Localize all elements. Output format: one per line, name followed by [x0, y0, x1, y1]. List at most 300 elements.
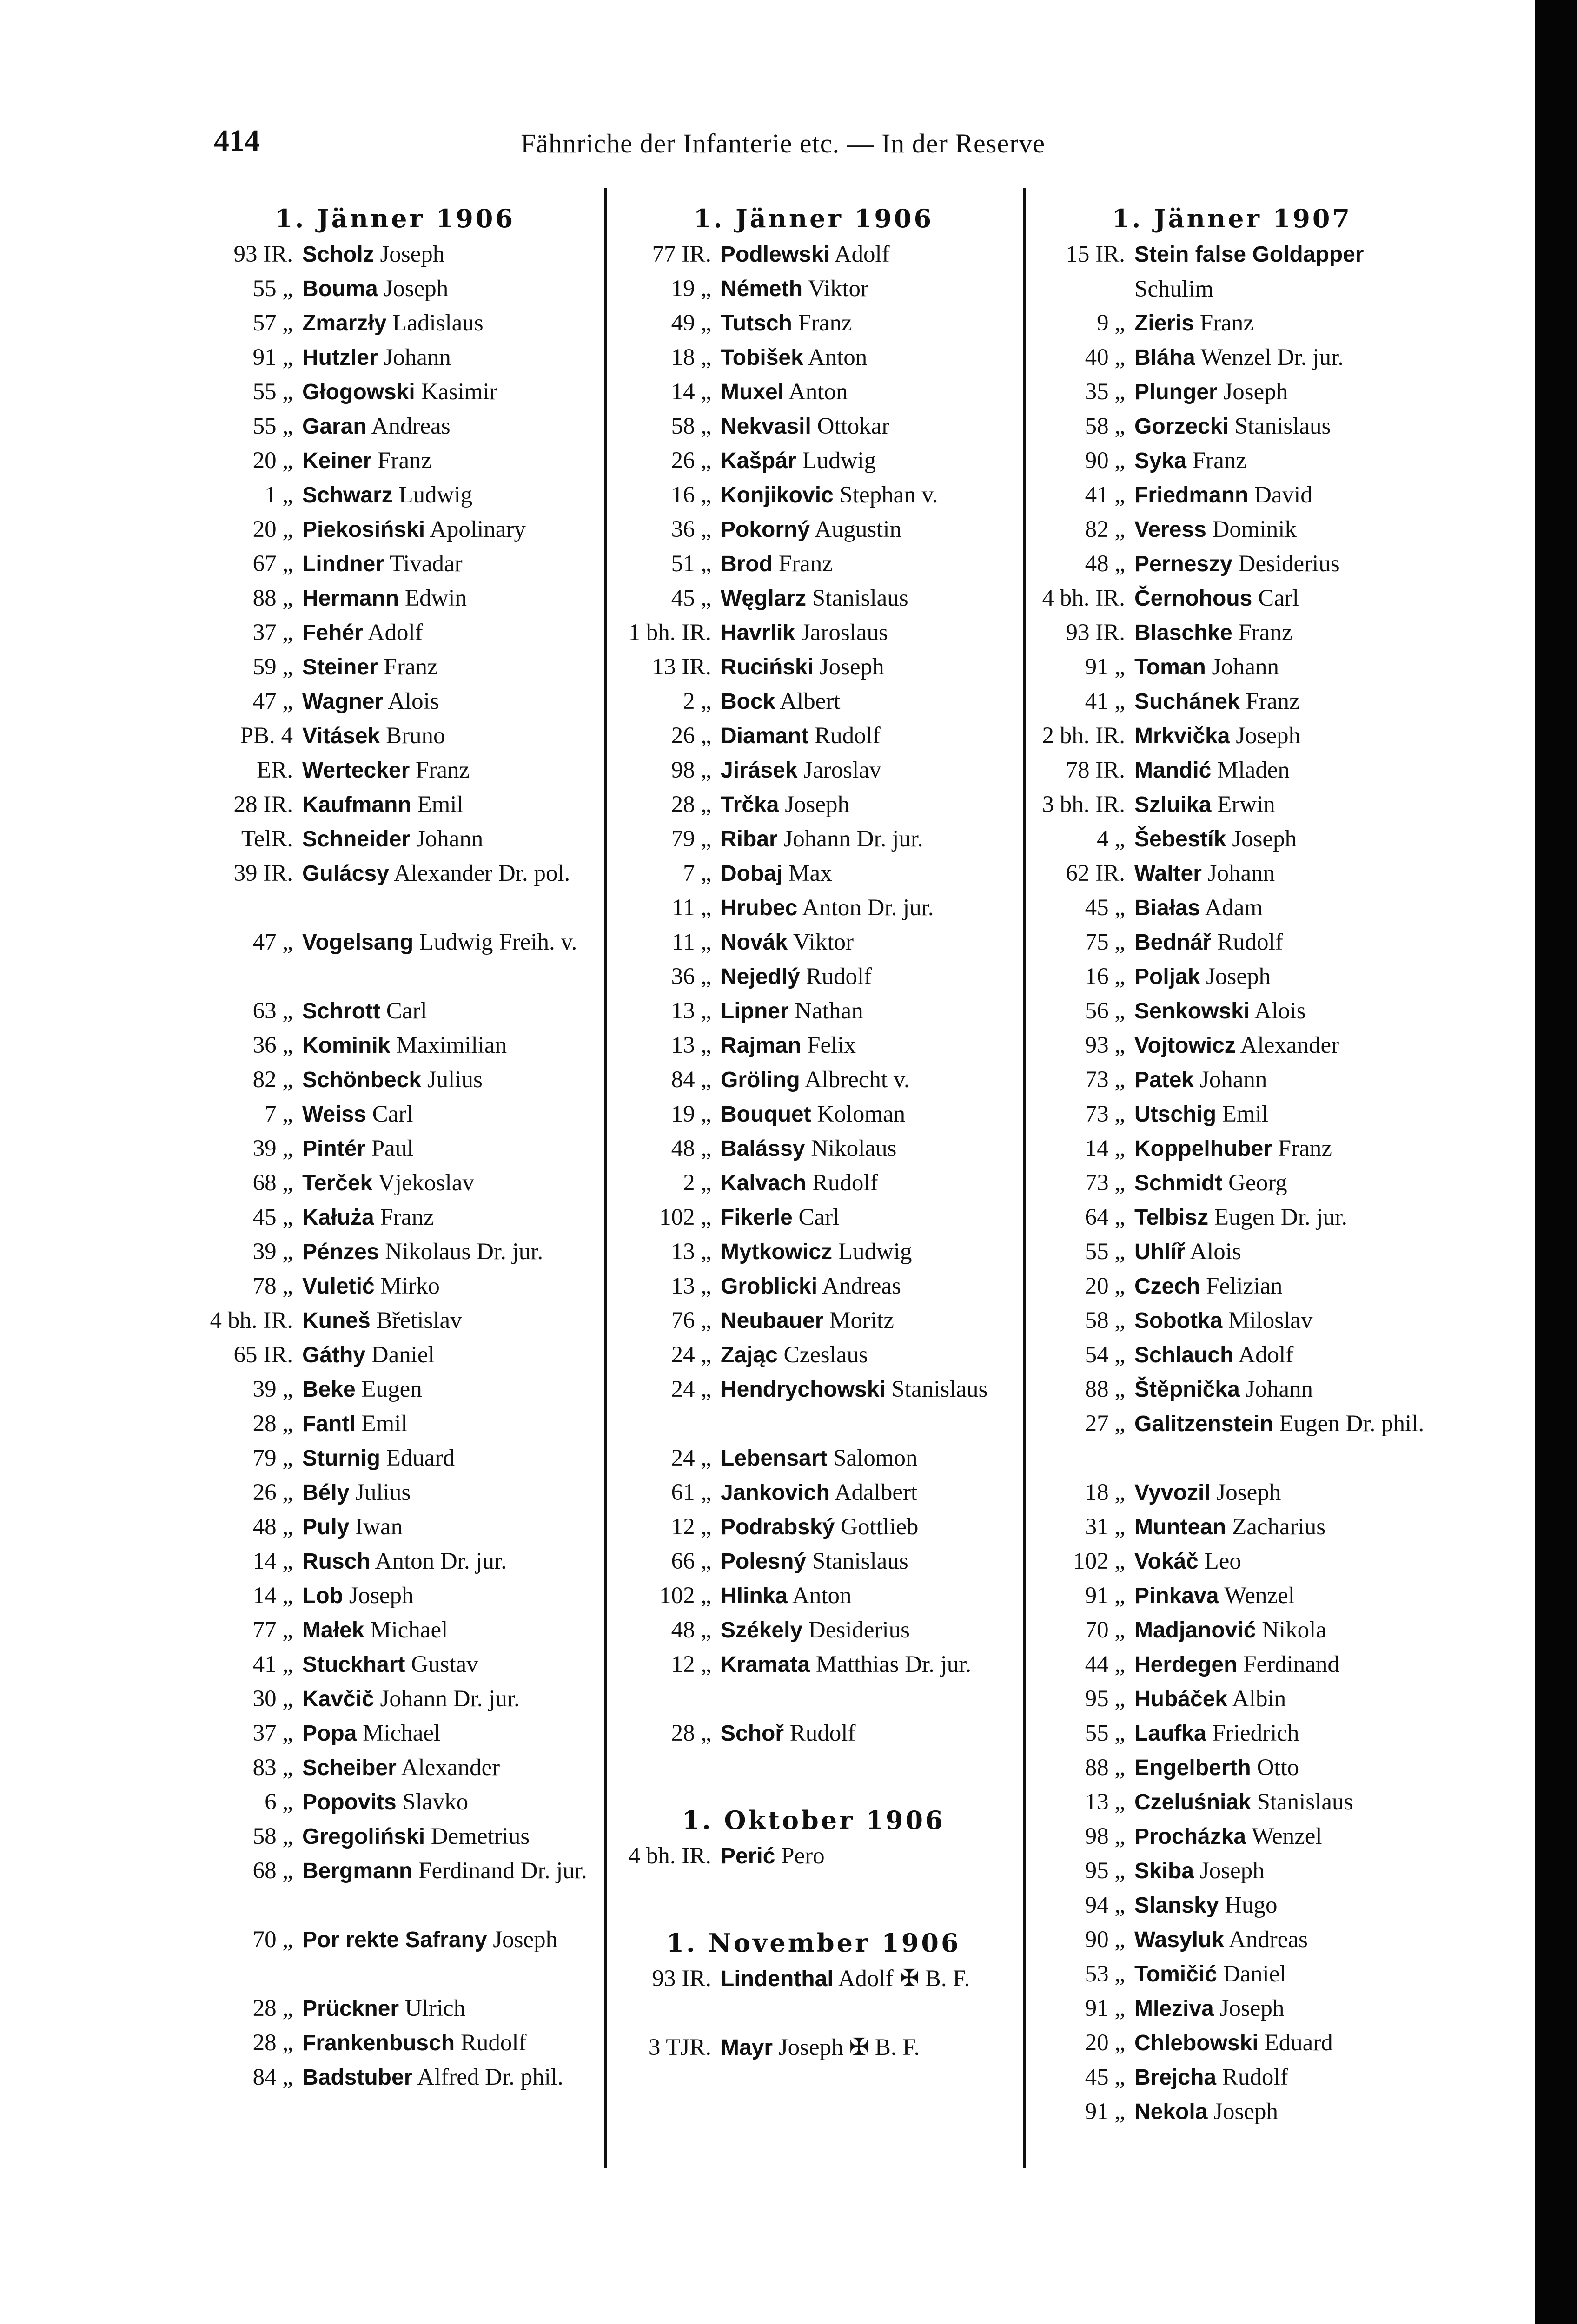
- person-name: [721, 959, 1014, 994]
- list-item: [614, 1647, 1014, 1716]
- page-edge-shadow: [1535, 0, 1577, 2324]
- surname: Piekosiński: [302, 517, 425, 542]
- person-name: [721, 1200, 1014, 1235]
- list-item: [1027, 719, 1437, 753]
- given-name: Iwan: [349, 1514, 403, 1540]
- person-name: [302, 1682, 595, 1717]
- person-name: [302, 753, 595, 788]
- regiment-number: 55 „: [1085, 1239, 1125, 1265]
- person-name: [1134, 340, 1437, 375]
- surname: Dobaj: [721, 861, 783, 886]
- given-name: Rudolf: [1216, 2064, 1288, 2090]
- regiment-number: 24 „: [671, 1445, 711, 1471]
- list-item: [195, 684, 595, 719]
- list-item: [1027, 925, 1437, 959]
- regiment-number: 24 „: [671, 1376, 711, 1402]
- regiment-number: 41 „: [1085, 688, 1125, 714]
- regiment-number: 31 „: [1085, 1514, 1125, 1540]
- person-name: [1134, 1510, 1437, 1545]
- surname: Gregoliński: [302, 1824, 425, 1849]
- given-name: Anton: [803, 344, 868, 370]
- regiment-number: 91 „: [1085, 654, 1125, 680]
- list-item: [1027, 615, 1437, 650]
- list-item: [1027, 1991, 1437, 2026]
- given-name: Franz: [1194, 310, 1254, 336]
- column-2: [614, 200, 1014, 2065]
- list-item: [1027, 1544, 1437, 1578]
- surname: Zmarzły: [302, 311, 387, 336]
- surname: Hlinka: [721, 1584, 788, 1608]
- surname: Badstuber: [302, 2065, 413, 2090]
- section-date-heading: 1. November 1906: [666, 1928, 961, 1958]
- person-name: [302, 719, 595, 753]
- surname: Mayr: [721, 2035, 773, 2060]
- list-item: [195, 1372, 595, 1406]
- person-name: [1134, 1372, 1437, 1407]
- given-name: Alexander Dr. pol.: [389, 860, 570, 886]
- surname: Puly: [302, 1515, 350, 1539]
- list-item: [195, 1200, 595, 1235]
- surname: Wagner: [302, 689, 384, 714]
- regiment-number: 58 „: [252, 1823, 293, 1849]
- list-item: [614, 1063, 1014, 1097]
- given-name: Alois: [383, 688, 439, 714]
- list-item: [614, 1303, 1014, 1338]
- regiment-number: 93 IR.: [1066, 620, 1125, 646]
- surname: Slansky: [1134, 1893, 1219, 1918]
- person-name: [1134, 375, 1437, 409]
- surname: Ribar: [721, 827, 778, 852]
- list-item: [195, 512, 595, 547]
- person-name: [1134, 959, 1437, 994]
- list-item: [1027, 1475, 1437, 1510]
- regiment-number: 39 „: [252, 1239, 293, 1265]
- surname: Brod: [721, 552, 773, 576]
- regiment-number: 82 „: [1085, 516, 1125, 542]
- given-name: Erwin: [1211, 792, 1275, 818]
- person-name: [302, 787, 595, 822]
- person-name: [1134, 2094, 1437, 2129]
- regiment-number: 2 bh. IR.: [1042, 723, 1125, 749]
- regiment-number: 28 „: [252, 1411, 293, 1437]
- given-name: Stanislaus: [885, 1376, 988, 1402]
- surname: Schrott: [302, 999, 380, 1023]
- section-date-heading: 1. Jänner 1907: [1112, 204, 1352, 233]
- regiment-number: 4 bh. IR.: [1042, 585, 1125, 611]
- given-name: Johann Dr. jur.: [777, 826, 923, 852]
- person-name: [1134, 1028, 1437, 1063]
- regiment-number: 28 „: [252, 2030, 293, 2056]
- regiment-number: 54 „: [1085, 1342, 1125, 1368]
- regiment-number: 93 IR.: [233, 241, 293, 267]
- given-name: Joseph: [1210, 1479, 1281, 1505]
- regiment-number: 70 „: [252, 1927, 293, 1953]
- list-item: [1027, 1888, 1437, 1922]
- regiment-number: 11 „: [672, 929, 711, 955]
- column-divider: [604, 188, 607, 2168]
- surname: Zieris: [1134, 311, 1194, 336]
- person-name: [1134, 994, 1437, 1029]
- surname: Procházka: [1134, 1824, 1246, 1849]
- regiment-number: 45 „: [252, 1204, 293, 1230]
- person-name: [302, 615, 595, 650]
- list-item: [195, 375, 595, 409]
- regiment-number: 14 „: [671, 379, 711, 405]
- person-name: [302, 581, 595, 616]
- given-name: Franz: [371, 448, 432, 474]
- given-name: Schulim: [1134, 276, 1214, 302]
- person-name: [721, 1510, 1014, 1545]
- regiment-number: 61 „: [671, 1479, 711, 1505]
- person-name: [1134, 1303, 1437, 1338]
- surname: Kašpár: [721, 449, 796, 473]
- list-item: [195, 1475, 595, 1510]
- regiment-number: 75 „: [1085, 929, 1125, 955]
- surname: Popa: [302, 1721, 357, 1746]
- surname: Telbisz: [1134, 1205, 1209, 1230]
- person-name: [1134, 1544, 1437, 1579]
- surname: Beke: [302, 1377, 356, 1402]
- given-name: Slavko: [396, 1789, 469, 1815]
- regiment-number: 67 „: [252, 551, 293, 577]
- section-date-heading: 1. Jänner 1906: [275, 204, 516, 233]
- list-item: [195, 1028, 595, 1063]
- regiment-number: 58 „: [1085, 1307, 1125, 1334]
- surname: Herdegen: [1134, 1652, 1238, 1677]
- given-name: Daniel: [365, 1342, 435, 1368]
- person-name: [1134, 1578, 1437, 1613]
- surname: Rajman: [721, 1033, 802, 1058]
- given-name: Stanislaus: [806, 585, 908, 611]
- regiment-number: 20 „: [1085, 2030, 1125, 2056]
- regiment-number: 20 „: [1085, 1273, 1125, 1299]
- regiment-number: 13 IR.: [652, 654, 711, 680]
- given-name: Johann: [1239, 1376, 1313, 1402]
- given-name: Franz: [1232, 620, 1292, 646]
- surname: Bély: [302, 1480, 350, 1505]
- list-item: [614, 684, 1014, 719]
- regiment-number: 51 „: [671, 551, 711, 577]
- surname: Zając: [721, 1343, 778, 1367]
- regiment-number: 14 „: [252, 1548, 293, 1574]
- surname: Konjikovic: [721, 483, 834, 508]
- regiment-number: 7 „: [683, 860, 711, 886]
- list-item: [195, 994, 595, 1028]
- list-item: [1027, 650, 1437, 684]
- regiment-number: 84 „: [252, 2064, 293, 2090]
- regiment-number: 47 „: [252, 929, 293, 955]
- person-name: [1134, 650, 1437, 685]
- surname: Perneszy: [1134, 552, 1232, 576]
- given-name: Pero: [775, 1843, 825, 1869]
- list-item: [1027, 1957, 1437, 1991]
- surname: Kominik: [302, 1033, 391, 1058]
- list-item: [1027, 443, 1437, 478]
- given-name: Johann: [1194, 1067, 1267, 1093]
- given-name: Ladislaus: [386, 310, 484, 336]
- regiment-number: 44 „: [1085, 1651, 1125, 1677]
- given-name: Max: [782, 860, 832, 886]
- surname: Fantl: [302, 1412, 356, 1436]
- list-item: [614, 822, 1014, 856]
- person-name: [302, 237, 595, 272]
- surname: Lob: [302, 1584, 343, 1608]
- person-name: [302, 925, 595, 960]
- list-item: [195, 1819, 595, 1854]
- surname: Németh: [721, 277, 803, 301]
- given-name: Rudolf: [455, 2030, 527, 2056]
- list-item: [195, 271, 595, 306]
- regiment-number: 102 „: [659, 1583, 711, 1609]
- list-item: [195, 1441, 595, 1475]
- person-name: [721, 1961, 1014, 1996]
- surname: Popovits: [302, 1790, 397, 1815]
- surname: Tobišek: [721, 345, 803, 370]
- regiment-number: 18 „: [671, 344, 711, 370]
- given-name: Jaroslaus: [795, 620, 888, 646]
- regiment-number: 39 „: [252, 1376, 293, 1402]
- given-name: Moritz: [823, 1307, 894, 1334]
- person-name: [721, 994, 1014, 1029]
- surname: Vojtowicz: [1134, 1033, 1236, 1058]
- given-name: Albrecht v.: [800, 1067, 910, 1093]
- person-name: [1134, 1200, 1437, 1235]
- surname: Kuneš: [302, 1308, 371, 1333]
- surname: Mrkvička: [1134, 724, 1230, 748]
- person-name: [721, 1303, 1014, 1338]
- list-item: [195, 1338, 595, 1372]
- column-divider: [1023, 188, 1026, 2168]
- given-name: Koloman: [811, 1101, 906, 1127]
- given-name: Nikola: [1256, 1617, 1326, 1643]
- surname: Fikerle: [721, 1205, 793, 1230]
- given-name: Franz: [1186, 448, 1246, 474]
- person-name: [721, 478, 1014, 513]
- regiment-number: 64 „: [1085, 1204, 1125, 1230]
- given-name: Wenzel: [1246, 1823, 1322, 1849]
- regiment-number: 91 „: [1085, 1583, 1125, 1609]
- surname: Bouma: [302, 277, 378, 301]
- person-name: [1134, 719, 1437, 753]
- surname: Lindenthal: [721, 1967, 834, 1991]
- regiment-number: 15 IR.: [1066, 241, 1125, 267]
- regiment-number: 55 „: [252, 276, 293, 302]
- given-name: Johann Dr. jur.: [374, 1686, 520, 1712]
- person-name: [302, 1441, 595, 1476]
- list-item: [195, 1613, 595, 1647]
- person-name: [721, 1475, 1014, 1510]
- person-name: [302, 2060, 595, 2095]
- list-item: [195, 1406, 595, 1441]
- list-item: [1027, 1647, 1437, 1682]
- regiment-number: 93 IR.: [652, 1966, 711, 1992]
- person-name: [721, 615, 1014, 650]
- regiment-number: 91 „: [1085, 2099, 1125, 2125]
- list-item: [1027, 478, 1437, 512]
- person-name: [1134, 512, 1437, 547]
- person-name: [1134, 2026, 1437, 2060]
- surname: Gröling: [721, 1068, 800, 1092]
- given-name: Johann: [1201, 860, 1275, 886]
- given-name: Joseph: [1200, 964, 1271, 990]
- column-3: [1027, 200, 1437, 2129]
- given-name: Břetislav: [370, 1307, 462, 1334]
- person-name: [721, 1028, 1014, 1063]
- given-name: Eugen Dr. jur.: [1208, 1204, 1348, 1230]
- surname: Bláha: [1134, 345, 1195, 370]
- person-name: [721, 1269, 1014, 1304]
- list-item: [1027, 1716, 1437, 1750]
- given-name: Ludwig: [832, 1239, 912, 1265]
- regiment-number: 79 „: [671, 826, 711, 852]
- person-name: [302, 1544, 595, 1579]
- surname: Šebestík: [1134, 827, 1226, 852]
- list-item: [614, 1475, 1014, 1510]
- page-title: Fähnriche der Infanterie etc. — In der Reserve: [521, 128, 1046, 158]
- person-name: [302, 2026, 595, 2060]
- list-item: [195, 1235, 595, 1269]
- given-name: Maximilian: [390, 1032, 507, 1058]
- surname: Hutzler: [302, 345, 378, 370]
- regiment-number: 30 „: [252, 1686, 293, 1712]
- given-name: Augustin: [810, 516, 901, 542]
- given-name: Alois: [1250, 998, 1306, 1024]
- surname: Kavčič: [302, 1687, 374, 1711]
- person-name: [1134, 1166, 1437, 1201]
- person-name: [1134, 925, 1437, 960]
- regiment-number: 39 IR.: [233, 860, 293, 886]
- surname: Hendrychowski: [721, 1377, 886, 1402]
- given-name: Daniel: [1217, 1961, 1286, 1987]
- list-item: [614, 1372, 1014, 1441]
- person-name: [721, 581, 1014, 616]
- surname: Węglarz: [721, 586, 807, 611]
- regiment-number: 45 „: [671, 585, 711, 611]
- person-name: [1134, 1475, 1437, 1510]
- section-date-heading: 1. Jänner 1906: [693, 204, 934, 233]
- given-name: Emil: [355, 1411, 408, 1437]
- given-name: Adam: [1200, 895, 1263, 921]
- regiment-number: 41 „: [1085, 482, 1125, 508]
- given-name: Tivadar: [384, 551, 463, 577]
- list-item: [1027, 1166, 1437, 1200]
- person-name: [302, 1131, 595, 1166]
- list-item: [614, 1839, 1014, 1873]
- list-item: [195, 1578, 595, 1613]
- person-name: [302, 1372, 595, 1407]
- surname: Polesný: [721, 1549, 807, 1574]
- given-name: Julius: [421, 1067, 483, 1093]
- surname: Gulácsy: [302, 861, 389, 886]
- given-name: Joseph: [374, 241, 445, 267]
- surname: Stein false Goldapper: [1134, 242, 1364, 267]
- person-name: [721, 1338, 1014, 1373]
- given-name: Gustav: [405, 1651, 478, 1677]
- given-name: Joseph: [1207, 2099, 1278, 2125]
- person-name: [1134, 856, 1437, 891]
- given-name: Carl: [380, 998, 427, 1024]
- surname: Sobotka: [1134, 1308, 1223, 1333]
- given-name: Ludwig: [392, 482, 473, 508]
- person-name: [721, 340, 1014, 375]
- surname: Wertecker: [302, 758, 410, 783]
- surname: Székely: [721, 1618, 803, 1643]
- regiment-number: 41 „: [252, 1651, 293, 1677]
- person-name: [1134, 1269, 1437, 1304]
- given-name: Joseph: [343, 1583, 414, 1609]
- list-item: [195, 1716, 595, 1750]
- person-name: [721, 856, 1014, 891]
- given-name: Carl: [366, 1101, 413, 1127]
- person-name: [1134, 1991, 1437, 2026]
- regiment-number: 65 IR.: [233, 1342, 293, 1368]
- list-item: [614, 2030, 1014, 2065]
- given-name: Joseph: [1217, 379, 1288, 405]
- regiment-number: 2 „: [683, 1170, 711, 1196]
- surname: Sturnig: [302, 1446, 380, 1471]
- list-item: [614, 237, 1014, 271]
- person-name: [1134, 615, 1437, 650]
- surname: Frankenbusch: [302, 2031, 455, 2055]
- regiment-number: 70 „: [1085, 1617, 1125, 1643]
- person-name: [721, 1372, 1014, 1407]
- given-name: Ulrich: [399, 1995, 466, 2021]
- list-item: [1027, 1819, 1437, 1854]
- given-name: Nathan: [788, 998, 863, 1024]
- surname: Plunger: [1134, 380, 1218, 404]
- list-item: [195, 1063, 595, 1097]
- surname: Koppelhuber: [1134, 1136, 1272, 1161]
- surname: Syka: [1134, 449, 1187, 473]
- surname: Bock: [721, 689, 775, 714]
- person-name: [1134, 237, 1437, 306]
- given-name: Joseph: [814, 654, 884, 680]
- list-item: [614, 512, 1014, 547]
- list-item: [1027, 1750, 1437, 1785]
- list-item: [1027, 1097, 1437, 1131]
- given-name: Franz: [792, 310, 852, 336]
- given-name: Jaroslav: [797, 757, 881, 783]
- section-spacer: [614, 1750, 1014, 1802]
- regiment-number: 19 „: [671, 1101, 711, 1127]
- person-name: [302, 1303, 595, 1338]
- regiment-number: 3 TJR.: [648, 2034, 711, 2060]
- regiment-number: 26 „: [671, 723, 711, 749]
- given-name: Alexander: [1235, 1032, 1339, 1058]
- person-name: [721, 822, 1014, 857]
- regiment-number: 95 „: [1085, 1686, 1125, 1712]
- given-name: Nikolaus Dr. jur.: [379, 1239, 543, 1265]
- regiment-number: 4 „: [1097, 826, 1125, 852]
- regiment-number: 16 „: [671, 482, 711, 508]
- column-1: [195, 200, 595, 2129]
- person-name: [302, 1028, 595, 1063]
- list-item: [1027, 1510, 1437, 1544]
- list-item: [614, 306, 1014, 340]
- given-name: Rudolf: [806, 1170, 878, 1196]
- regiment-number: 48 „: [671, 1617, 711, 1643]
- list-item: [195, 1303, 595, 1338]
- given-name: Michael: [357, 1720, 441, 1746]
- person-name: [1134, 1682, 1437, 1717]
- person-name: [721, 1131, 1014, 1166]
- surname: Havrlik: [721, 621, 795, 645]
- list-item: [1027, 891, 1437, 925]
- person-name: [1134, 1750, 1437, 1785]
- given-name: Anton: [784, 379, 848, 405]
- list-item: [195, 1785, 595, 1819]
- surname: Białas: [1134, 896, 1200, 920]
